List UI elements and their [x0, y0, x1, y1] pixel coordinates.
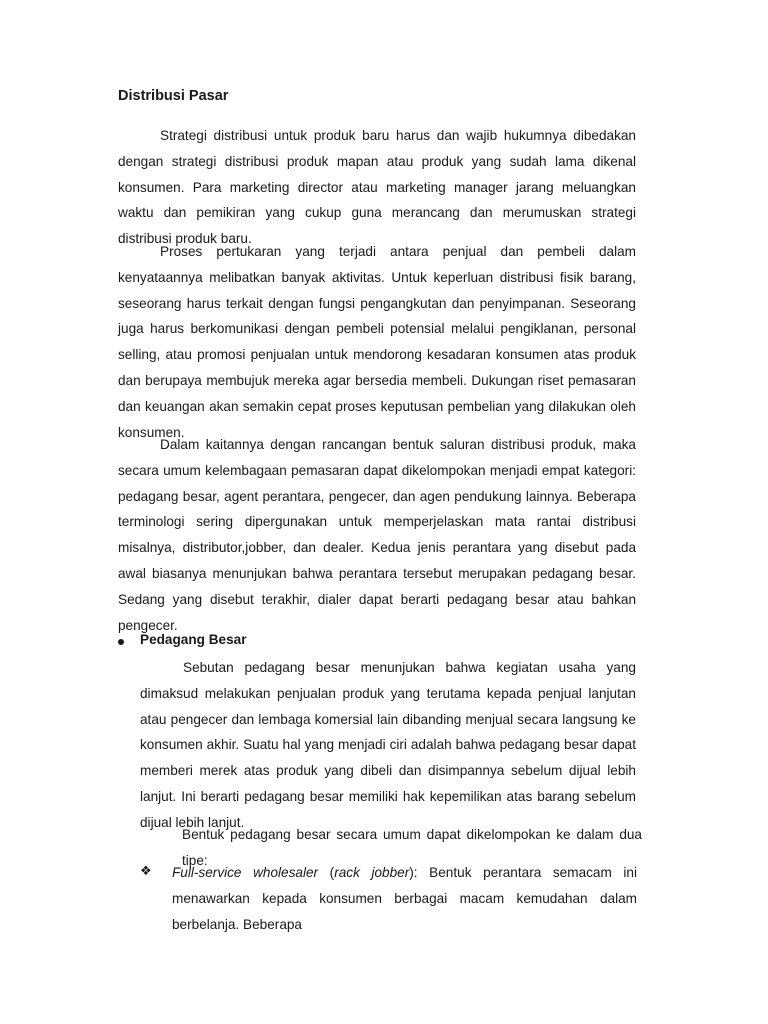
paragraph-kelembagaan-pemasaran: Dalam kaitannya dengan rancangan bentuk saluran distribusi produk, maka secara umum kelembagaan pemasaran dapat dikelompokan menjadi empat kategori: pedagang besar, agent perantara, pengecer, dan agen pendukung lainnya. Beberapa terminologi sering dipergunakan untuk memperjelaskan mata rantai distribusi misalnya, distributor,jobber, dan dealer. Kedua jenis perantara yang disebut pada awal biasanya menunjukan bahwa perantara tersebut merupakan pedagang besar. Sedang yang disebut terakhir, dialer dapat berarti pedagang besar atau bahkan pengecer.	[118, 437, 636, 633]
paragraph-pedagang-besar: Sebutan pedagang besar menunjukan bahwa kegiatan usaha yang dimaksud melakukan penjualan produk yang terutama kepada penjual lanjutan atau pengecer dan lembaga komersial lain dibanding menjual secara langsung ke konsumen akhir. Suatu hal yang menjadi ciri adalah bahwa pedagang besar dapat memberi merek atas produk yang dibeli dan disimpannya sebelum dijual lebih lanjut. Ini berarti pedagang besar memiliki hak kepemilikan atas barang sebelum dijual lebih lanjut.	[140, 660, 636, 830]
term-rack-jobber: rack jobber	[334, 865, 410, 880]
paragraph-tipe-intro: Bentuk pedagang besar secara umum dapat dikelompokan ke dalam dua tipe:	[182, 827, 642, 868]
diamond-bullet-icon: ❖	[140, 864, 152, 879]
paragraph-strategi-distribusi: Strategi distribusi untuk produk baru harus dan wajib hukumnya dibedakan dengan strategi distribusi produk mapan atau produk yang sudah lama dikenal konsumen. Para marketing director atau marketing manager jarang meluangkan waktu dan pemikiran yang cukup guna merancang dan merumuskan strategi distribusi produk baru.	[118, 128, 636, 247]
list-item-text	[172, 860, 637, 937]
page-title: Distribusi Pasar	[118, 88, 229, 104]
section-heading-row	[118, 632, 638, 654]
filled-circle-bullet-icon	[118, 639, 124, 645]
paren-open: (	[318, 865, 335, 880]
section-heading: Pedagang Besar	[140, 632, 247, 647]
list-item-description: ): Bentuk perantara semacam ini menawarkan kepada konsumen berbagai macam kemudahan dalam berbelanja. Beberapa	[172, 865, 638, 932]
term-full-service: Full-service wholesaler	[172, 865, 319, 880]
paragraph-proses-pertukaran: Proses pertukaran yang terjadi antara penjual dan pembeli dalam kenyataannya melibatkan banyak aktivitas. Untuk keperluan distribusi fisik barang, seseorang harus terkait dengan fungsi pengangkutan dan penyimpanan. Seseorang juga harus berkomunikasi dengan pembeli potensial melalui pengiklanan, personal selling, atau promosi penjualan untuk mendorong kesadaran konsumen atas produk dan berupaya membujuk mereka agar bersedia membeli. Dukungan riset pemasaran dan keuangan akan semakin cepat proses keputusan pembelian yang dilakukan oleh konsumen.	[118, 244, 636, 440]
